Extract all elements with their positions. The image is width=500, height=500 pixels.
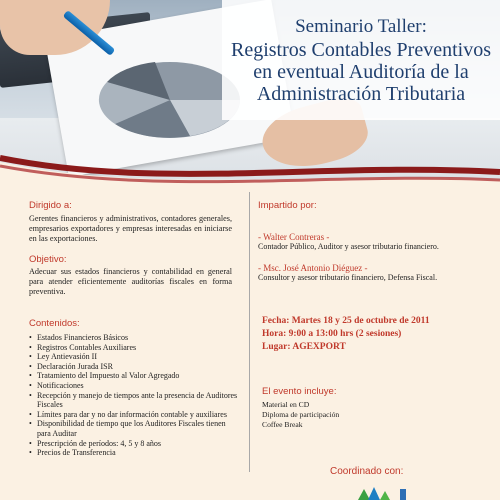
objetivo-heading: Objetivo: <box>29 254 67 265</box>
title-line-1: Seminario Taller: <box>295 16 427 37</box>
speaker-1-name: - Walter Contreras - <box>258 232 330 242</box>
dirigido-heading: Dirigido a: <box>29 200 72 211</box>
decorative-swoosh <box>0 150 500 185</box>
list-item: • Ley Antievasión II <box>29 352 239 362</box>
list-item: • Prescripción de períodos: 4, 5 y 8 años <box>29 439 239 449</box>
list-item: • Declaración Jurada ISR <box>29 362 239 372</box>
speaker-2-desc: Consultor y asesor tributario financiero, Defensa Fiscal. <box>258 273 438 282</box>
list-item: • Disponibilidad de tiempo que los Auditores Fiscales tienen para Auditar <box>29 419 239 438</box>
list-item: • Límites para dar y no dar información contable y auxiliares <box>29 410 239 420</box>
speaker-2 <box>258 263 437 282</box>
speaker-1 <box>258 232 439 251</box>
objetivo-text: Adecuar sus estados financieros y contabilidad en general para atender eficientemente auditorías fiscales en forma preventiva. <box>29 267 232 296</box>
dirigido-text: Gerentes financieros y administrativos, contadores generales, empresarios exportadores y empresas interesadas en iniciarse en las exportaciones. <box>29 214 232 243</box>
column-divider <box>249 192 250 472</box>
title-line-4: Administración Tributaria <box>256 83 466 105</box>
list-item: • Precios de Transferencia <box>29 448 239 458</box>
event-date: Fecha: Martes 18 y 25 de octubre de 2011 <box>262 316 430 326</box>
speaker-1-desc: Contador Público, Auditor y asesor tributario financiero. <box>258 242 439 251</box>
event-time: Hora: 9:00 a 13:00 hrs (2 sesiones) <box>262 329 402 339</box>
event-details <box>262 315 430 354</box>
speaker-2-name: - Msc. José Antonio Diéguez - <box>258 263 368 273</box>
header-banner <box>0 0 500 185</box>
list-item: Material en CD <box>262 400 310 409</box>
impartido-heading: Impartido por: <box>258 200 317 211</box>
contenidos-list <box>29 333 239 458</box>
event-place: Lugar: AGEXPORT <box>262 342 346 352</box>
list-item: • Recepción y manejo de tiempos ante la presencia de Auditores Fiscales <box>29 391 239 410</box>
title-line-2: Registros Contables Preventivos <box>231 39 491 61</box>
contenidos-heading: Contenidos: <box>29 318 80 329</box>
list-item: Coffee Break <box>262 420 303 429</box>
list-item: • Estados Financieros Básicos <box>29 333 239 343</box>
incluye-list <box>262 400 339 430</box>
title-line-3: en eventual Auditoría de la <box>253 61 469 83</box>
incluye-heading: El evento incluye: <box>262 386 337 397</box>
list-item: Diploma de participación <box>262 410 340 419</box>
list-item: • Tratamiento del Impuesto al Valor Agregado <box>29 371 239 381</box>
list-item: • Registros Contables Auxiliares <box>29 343 239 353</box>
list-item: • Notificaciones <box>29 381 239 391</box>
coordinado-label: Coordinado con: <box>330 466 404 477</box>
partner-logo <box>340 485 430 500</box>
